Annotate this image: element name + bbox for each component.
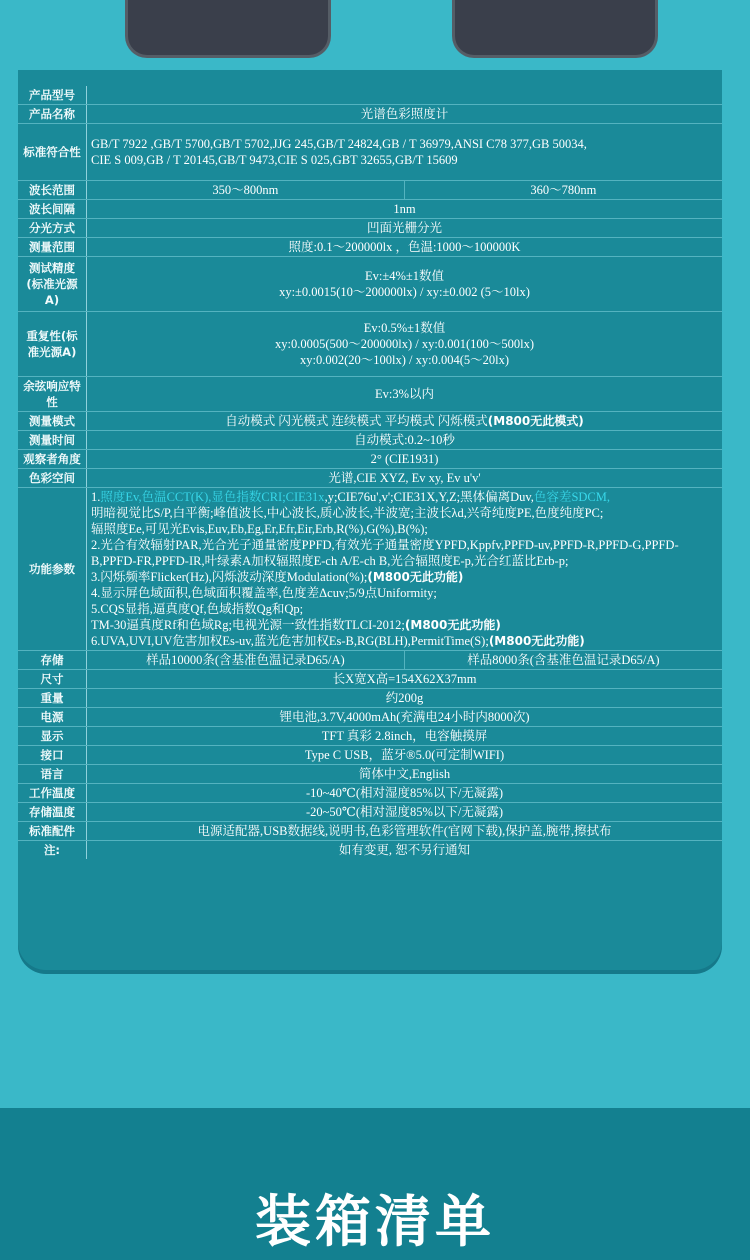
label-standards: 标准符合性 — [18, 124, 87, 181]
label-accuracy: 测试精度(标准光源A) — [18, 257, 87, 312]
functions-l1-highlight: 照度Ev,色温CCT(K),显色指数CRI;CIE31x — [100, 490, 325, 504]
label-time: 测量时间 — [18, 431, 87, 450]
value-repeat — [87, 312, 723, 377]
row-cosine — [18, 377, 722, 412]
row-accuracy — [18, 257, 722, 312]
value-worktemp: -10~40℃(相对湿度85%以下/无凝露) — [87, 784, 723, 803]
label-name: 产品名称 — [18, 105, 87, 124]
row-repeat — [18, 312, 722, 377]
row-size — [18, 670, 722, 689]
functions-l1-mid: ,y;CIE76u',v';CIE31X,Y,Z;黑体偏离Duv, — [324, 490, 534, 504]
row-modes — [18, 412, 722, 431]
row-range — [18, 238, 722, 257]
functions-line-6: 4.显示屏色域面积,色域面积覆盖率,色度差Δcuv;5/9点Uniformity; — [91, 586, 437, 600]
row-time — [18, 431, 722, 450]
value-weight: 约200g — [87, 689, 723, 708]
row-power — [18, 708, 722, 727]
functions-l5-note: (M800无此功能) — [367, 570, 464, 584]
modes-text: 自动模式 闪光模式 连续模式 平均模式 闪烁模式 — [225, 414, 488, 428]
label-storetemp: 存储温度 — [18, 803, 87, 822]
functions-line-1 — [91, 489, 718, 505]
label-worktemp: 工作温度 — [18, 784, 87, 803]
label-power: 电源 — [18, 708, 87, 727]
device-left-image — [125, 0, 331, 58]
label-model: 产品型号 — [18, 86, 87, 105]
label-cosine: 余弦响应特性 — [18, 377, 87, 412]
repeat-line-2: xy:0.0005(500～200000lx) / xy:0.001(100～500lx) — [274, 337, 534, 351]
functions-line-2: 明暗视觉比S/P,白平衡;峰值波长,中心波长,质心波长,半波宽;主波长λd,兴奇纯度PE,色度纯度PC; — [91, 506, 604, 520]
value-size: 长X宽X高=154X62X37mm — [87, 670, 723, 689]
label-language: 语言 — [18, 765, 87, 784]
spec-table — [18, 86, 722, 859]
value-time: 自动模式:0.2~10秒 — [87, 431, 723, 450]
label-repeat: 重复性(标准光源A) — [18, 312, 87, 377]
label-wavelength: 波长范围 — [18, 181, 87, 200]
label-range: 测量范围 — [18, 238, 87, 257]
row-model — [18, 86, 722, 105]
value-functions — [87, 488, 723, 651]
value-accuracy — [87, 257, 723, 312]
functions-l8-text: TM-30逼真度Rf和色域Rg;电视光源一致性指数TLCI-2012; — [91, 618, 405, 632]
value-storage-a: 样品10000条(含基准色温记录D65/A) — [87, 651, 405, 670]
value-storage-b: 样品8000条(含基准色温记录D65/A) — [404, 651, 722, 670]
functions-l9-note: (M800无此功能) — [488, 634, 585, 648]
value-wavelength-b: 360～780nm — [404, 181, 722, 200]
row-display — [18, 727, 722, 746]
functions-line-8 — [91, 617, 718, 633]
device-right-image — [452, 0, 658, 58]
functions-line-9 — [91, 633, 718, 649]
functions-l8-note: (M800无此功能) — [404, 618, 501, 632]
value-note: 如有变更, 恕不另行通知 — [338, 843, 471, 857]
row-weight — [18, 689, 722, 708]
value-port: Type C USB，蓝牙®5.0(可定制WIFI) — [87, 746, 723, 765]
value-display: TFT 真彩 2.8inch，电容触摸屏 — [87, 727, 723, 746]
functions-l1-pre: 1. — [91, 490, 101, 504]
row-note — [18, 841, 722, 860]
value-modes — [87, 412, 723, 431]
standards-line-1: GB/T 7922 ,GB/T 5700,GB/T 5702,JJG 245,GB/T 24824,GB / T 36979,ANSI C78 377,GB 50034, — [91, 137, 587, 151]
accuracy-line-2: xy:±0.0015(10～200000lx) / xy:±0.002 (5～10lx) — [279, 285, 530, 299]
label-weight: 重量 — [18, 689, 87, 708]
value-wavelength-a: 350～800nm — [87, 181, 405, 200]
modes-note: (M800无此模式) — [487, 414, 584, 428]
label-angle: 观察者角度 — [18, 450, 87, 469]
row-language — [18, 765, 722, 784]
row-interval — [18, 200, 722, 219]
row-port — [18, 746, 722, 765]
label-port: 接口 — [18, 746, 87, 765]
functions-line-5 — [91, 569, 718, 585]
label-interval: 波长间隔 — [18, 200, 87, 219]
value-language: 简体中文,English — [87, 765, 723, 784]
label-split: 分光方式 — [18, 219, 87, 238]
section-title: 装箱清单 — [255, 1190, 495, 1255]
value-space: 光谱,CIE XYZ, Ev xy, Ev u'v' — [87, 469, 723, 488]
repeat-line-1: Ev:0.5%±1数值 — [363, 321, 446, 335]
label-functions: 功能参数 — [18, 488, 87, 651]
functions-l9-text: 6.UVA,UVI,UV危害加权Es-uv,蓝光危害加权Es-B,RG(BLH),PermitTime(S); — [91, 634, 489, 648]
value-name: 光谱色彩照度计 — [87, 105, 723, 124]
label-accessories: 标准配件 — [18, 822, 87, 841]
label-display: 显示 — [18, 727, 87, 746]
standards-line-2: CIE S 009,GB / T 20145,GB/T 9473,CIE S 025,GBT 32655,GB/T 15609 — [91, 153, 458, 167]
row-wavelength — [18, 181, 722, 200]
value-cosine: Ev:3%以内 — [87, 377, 723, 412]
value-power: 锂电池,3.7V,4000mAh(充满电24小时内8000次) — [87, 708, 723, 727]
row-standards — [18, 124, 722, 181]
row-angle — [18, 450, 722, 469]
row-space — [18, 469, 722, 488]
functions-line-4: 2.光合有效辐射PAR,光合光子通量密度PPFD,有效光子通量密度YPFD,Kppfv,PPFD-uv,PPFD-R,PPFD-G,PPFD-B,PPFD-FR,PPFD-IR,叶绿素A加权辐照度E-ch A/E-ch B,光合辐照度E-p,光合红蓝比Erb-p; — [91, 538, 679, 568]
functions-line-7: 5.CQS显指,逼真度Qf,色域指数Qg和Qp; — [91, 602, 304, 616]
repeat-line-3: xy:0.002(20～100lx) / xy:0.004(5～20lx) — [299, 353, 509, 367]
value-interval: 1nm — [87, 200, 723, 219]
value-split: 凹面光栅分光 — [87, 219, 723, 238]
value-range: 照度:0.1～200000lx ，色温:1000～100000K — [87, 238, 723, 257]
value-storetemp: -20~50℃(相对湿度85%以下/无凝露) — [87, 803, 723, 822]
row-split — [18, 219, 722, 238]
accuracy-line-1: Ev:±4%±1数值 — [365, 269, 444, 283]
label-storage: 存储 — [18, 651, 87, 670]
value-accessories: 电源适配器,USB数据线,说明书,色彩管理软件(官网下载),保护盖,腕带,擦拭布 — [87, 822, 723, 841]
row-storage — [18, 651, 722, 670]
row-storetemp — [18, 803, 722, 822]
functions-line-3: 辐照度Ee,可见光Evis,Euv,Eb,Eg,Er,Efr,Eir,Erb,R(%),G(%),B(%); — [91, 522, 428, 536]
value-model — [87, 86, 723, 105]
label-note: 注: — [18, 841, 87, 860]
row-accessories — [18, 822, 722, 841]
functions-l5-text: 3.闪烁频率Flicker(Hz),闪烁波动深度Modulation(%); — [91, 570, 368, 584]
label-size: 尺寸 — [18, 670, 87, 689]
value-angle: 2° (CIE1931) — [87, 450, 723, 469]
row-functions — [18, 488, 722, 651]
value-standards — [87, 124, 723, 181]
functions-l1-highlight-2: 色容差SDCM, — [533, 490, 610, 504]
label-modes: 测量模式 — [18, 412, 87, 431]
row-name — [18, 105, 722, 124]
label-space: 色彩空间 — [18, 469, 87, 488]
row-worktemp — [18, 784, 722, 803]
